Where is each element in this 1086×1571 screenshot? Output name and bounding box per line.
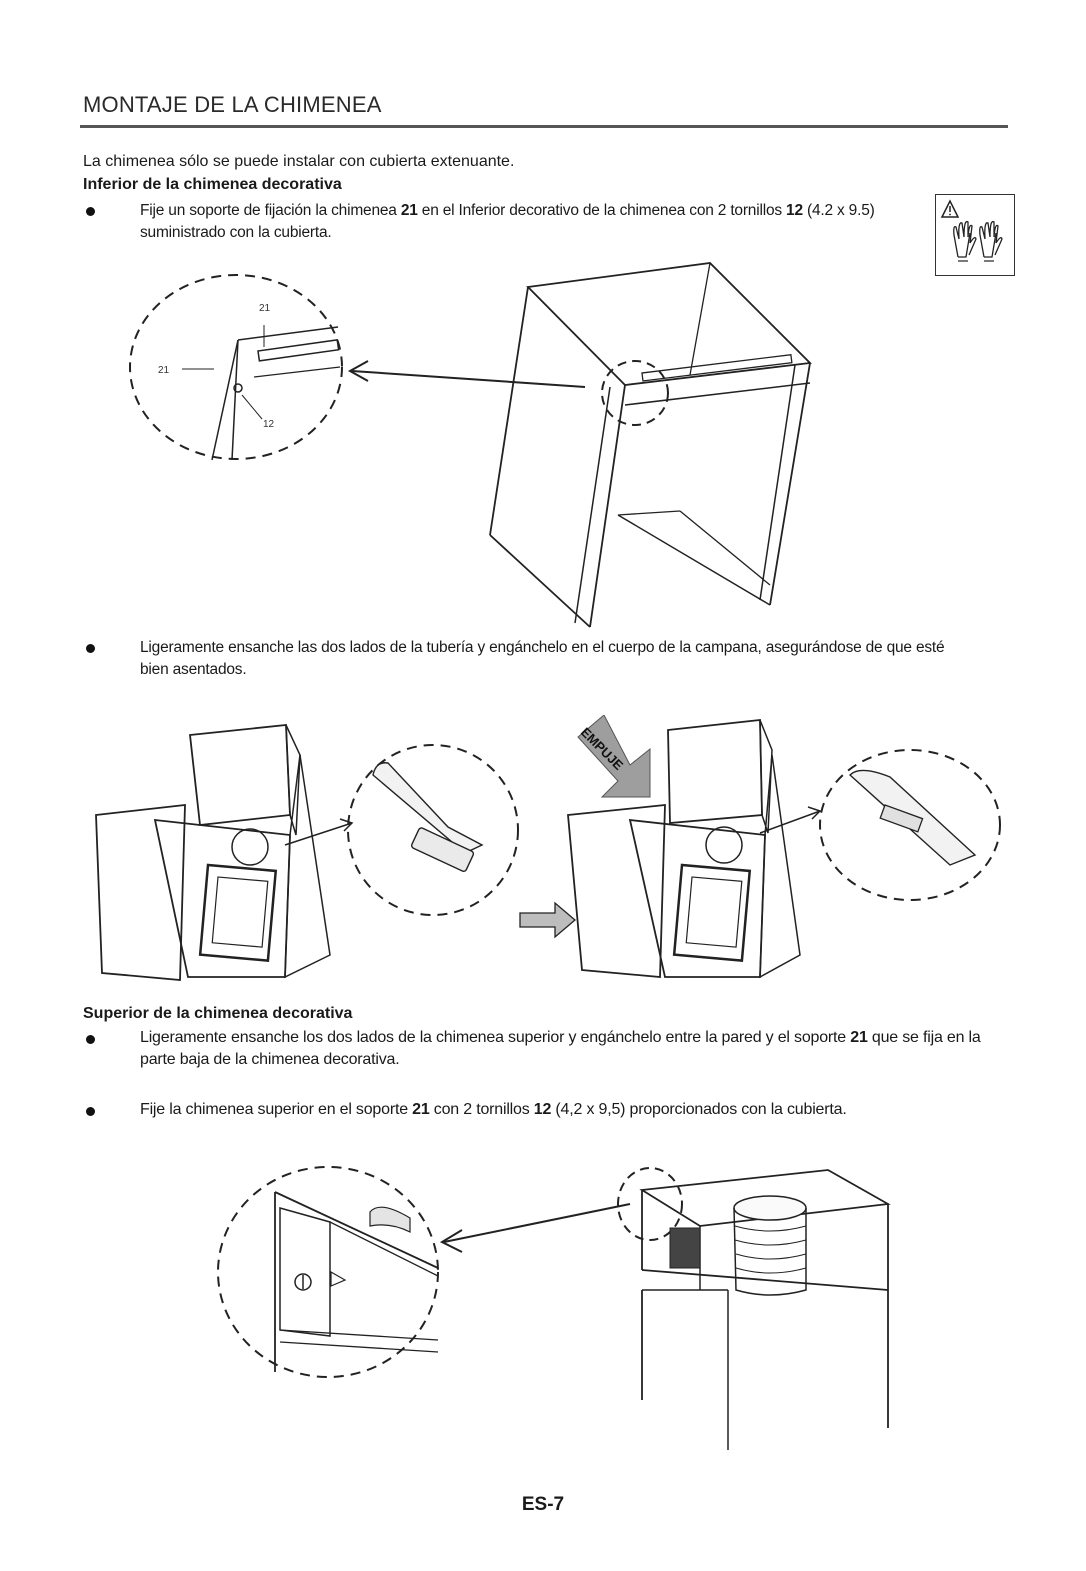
page-number: ES-7 <box>521 1494 565 1515</box>
section1-bullet1: Fije un soporte de fijación la chimenea 21 en el Inferior decorativo de la chimenea con 2 tornillos 12 (4.2 x 9.5) suministrado con la cubierta. <box>140 202 875 241</box>
figure2-hook-diagram <box>90 715 1010 990</box>
page-title: MONTAJE DE LA CHIMENEA <box>83 92 382 117</box>
title-rule <box>80 125 1008 128</box>
bullet-dot <box>86 1035 95 1044</box>
bullet-dot <box>86 207 95 216</box>
figure1-bracket-diagram <box>120 255 840 635</box>
intro-text: La chimenea sólo se puede instalar con cubierta extenuante. <box>83 153 515 170</box>
label-bracket-top: 21 <box>259 303 271 314</box>
section1-heading: Inferior de la chimenea decorativa <box>83 176 342 193</box>
section1-bullet2: Ligeramente ensanche las dos lados de la tubería y engánchelo en el cuerpo de la campana, asegurándose de que esté bien asentados. <box>140 639 945 678</box>
section2-bullet2: Fije la chimenea superior en el soporte 21 con 2 tornillos 12 (4,2 x 9,5) proporcionados con la cubierta. <box>140 1101 847 1118</box>
label-screw: 12 <box>263 419 275 430</box>
section2-heading: Superior de la chimenea decorativa <box>83 1005 353 1022</box>
section2-bullet1: Ligeramente ensanche los dos lados de la chimenea superior y engánchelo entre la pared y el soporte 21 que se fija en la parte baja de la chimenea decorativa. <box>140 1029 981 1068</box>
bullet-dot <box>86 1107 95 1116</box>
figure3-upper-chimney-diagram <box>210 1160 910 1460</box>
label-bracket-left: 21 <box>158 365 170 376</box>
warning-gloves-icon <box>935 194 1015 276</box>
bullet-dot <box>86 644 95 653</box>
gloves-icon <box>936 195 1014 275</box>
push-label: EMPUJE <box>577 724 627 773</box>
